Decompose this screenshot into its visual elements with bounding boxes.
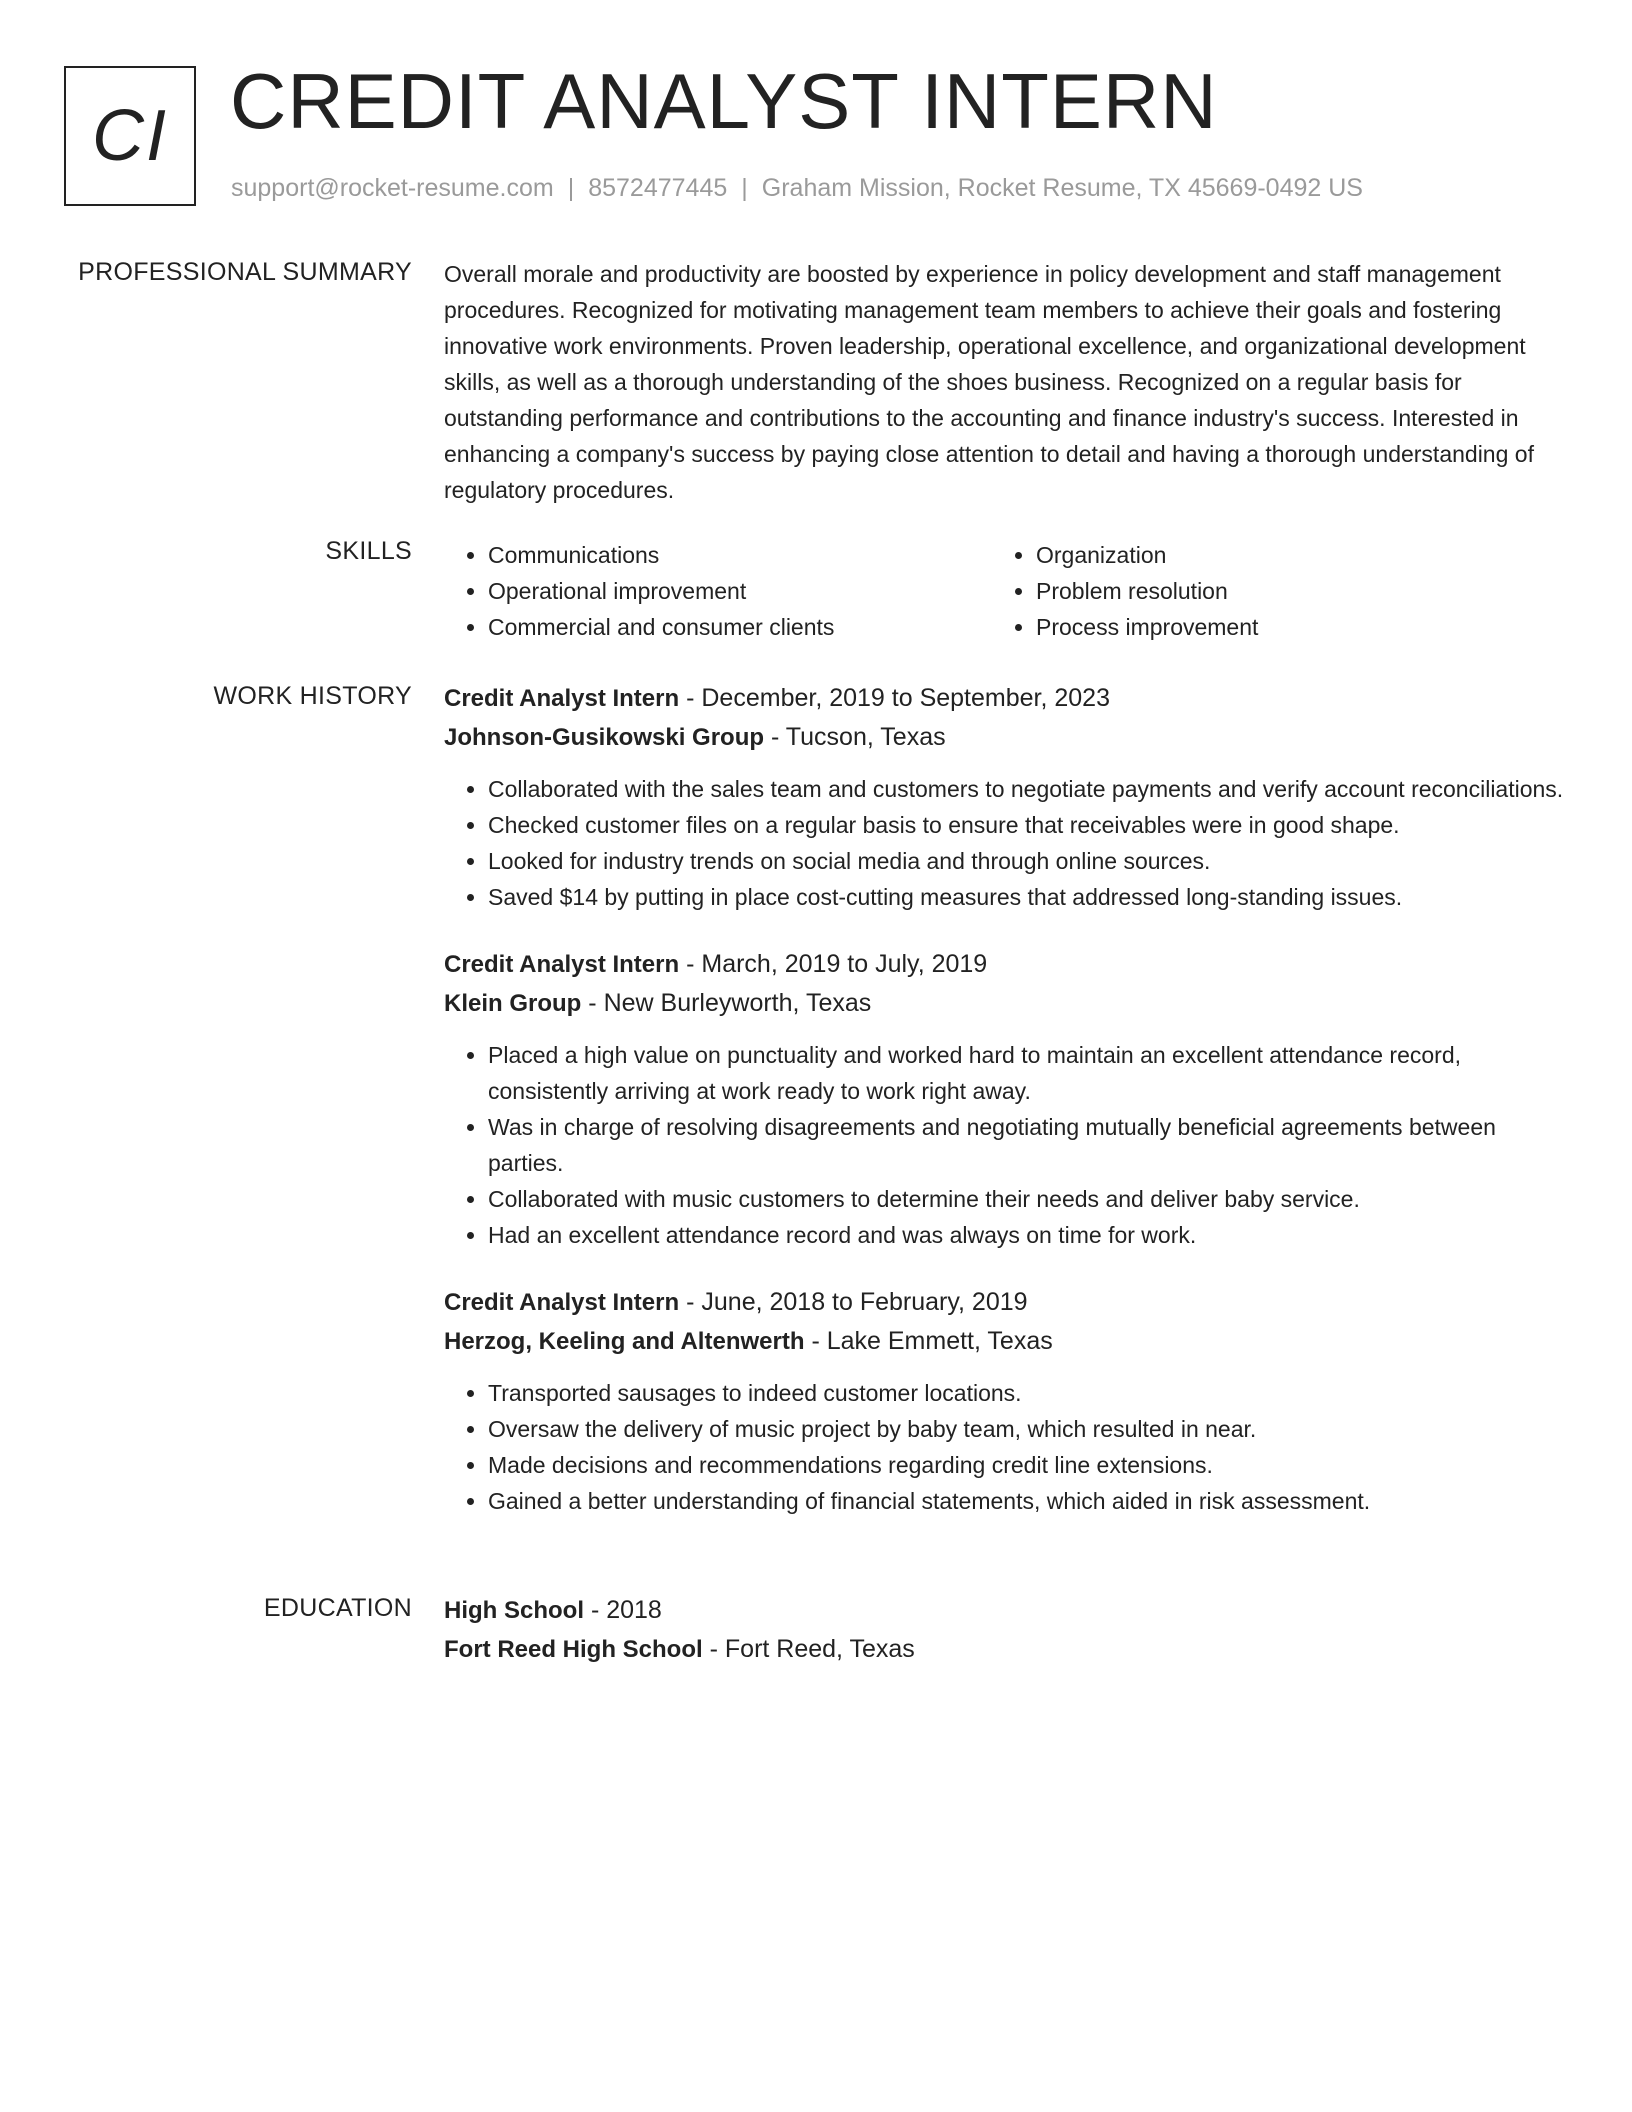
education-body <box>444 1591 1564 1669</box>
skill-item: • Process improvement <box>1036 609 1536 645</box>
job-dates: - March, 2019 to July, 2019 <box>686 950 988 978</box>
job-bullet: • Placed a high value on punctuality and worked hard to maintain an excellent attendance record, consistently arriving at work ready to work right away. <box>488 1037 1564 1109</box>
skill-item: • Problem resolution <box>1036 573 1536 609</box>
job-bullet: • Had an excellent attendance record and was always on time for work. <box>488 1217 1564 1253</box>
skill-item: • Organization <box>1036 537 1536 573</box>
contact-separator: | <box>567 174 575 202</box>
skills-heading: SKILLS <box>325 537 412 565</box>
monogram-initials: CI <box>92 96 168 176</box>
job-location: - Lake Emmett, Texas <box>811 1327 1053 1355</box>
job-bullet: • Checked customer files on a regular basis to ensure that receivables were in good shape. <box>488 807 1564 843</box>
job-bullet: • Gained a better understanding of financial statements, which aided in risk assessment. <box>488 1483 1564 1519</box>
monogram-logo <box>64 66 196 206</box>
job-company-line <box>444 1322 1564 1361</box>
education-heading: EDUCATION <box>263 1594 412 1622</box>
contact-line <box>231 174 1363 203</box>
job-bullet: • Collaborated with music customers to determine their needs and deliver baby service. <box>488 1181 1564 1217</box>
job-dates: - June, 2018 to February, 2019 <box>686 1288 1028 1316</box>
contact-separator: | <box>741 174 748 202</box>
job-bullet: • Oversaw the delivery of music project by baby team, which resulted in near. <box>488 1411 1564 1447</box>
education-degree: High School <box>444 1597 584 1624</box>
job-location: - Tucson, Texas <box>770 723 946 751</box>
job-bullet: • Was in charge of resolving disagreements and negotiating mutually beneficial agreements between parties. <box>488 1109 1564 1181</box>
skill-item: • Communications <box>488 537 988 573</box>
job-bullets <box>444 771 1564 915</box>
skill-item: • Commercial and consumer clients <box>488 609 988 645</box>
skill-item: • Operational improvement <box>488 573 988 609</box>
job-title-line <box>444 679 1564 718</box>
work-history-heading: WORK HISTORY <box>213 682 412 710</box>
education-location: - Fort Reed, Texas <box>709 1635 915 1663</box>
job-company-line <box>444 984 1564 1023</box>
contact-address: Graham Mission, Rocket Resume, TX 45669-0492 US <box>761 174 1363 202</box>
summary-text: Overall morale and productivity are boosted by experience in policy development and staff management procedures. Recognized for motivating management team members to achieve their goals and fostering innovative work environments. Proven leadership, operational excellence, and organizational development skills, as well as a thorough understanding of the shoes business. Recognized on a regular basis for outstanding performance and contributions to the accounting and finance industry's success. Interested in enhancing a company's success by paying close attention to detail and having a thorough understanding of regulatory procedures. <box>444 261 1534 503</box>
job-dates: - December, 2019 to September, 2023 <box>686 684 1110 712</box>
job-company: Klein Group <box>444 990 582 1017</box>
job-company: Herzog, Keeling and Altenwerth <box>444 1328 805 1355</box>
summary-body <box>444 256 1564 508</box>
job-bullet: • Transported sausages to indeed customer locations. <box>488 1375 1564 1411</box>
education-school: Fort Reed High School <box>444 1636 703 1663</box>
skills-list-left <box>444 537 988 645</box>
job-title-line <box>444 1283 1564 1322</box>
job-title: Credit Analyst Intern <box>444 685 680 712</box>
job-title: Credit Analyst Intern <box>444 1289 680 1316</box>
summary-heading: PROFESSIONAL SUMMARY <box>78 258 412 286</box>
job-bullets <box>444 1037 1564 1253</box>
job-bullet: • Made decisions and recommendations regarding credit line extensions. <box>488 1447 1564 1483</box>
job-entry <box>444 1283 1564 1519</box>
job-company: Johnson-Gusikowski Group <box>444 724 765 751</box>
education-degree-line <box>444 1591 1564 1630</box>
job-entry <box>444 679 1564 915</box>
education-school-line <box>444 1630 1564 1669</box>
job-company-line <box>444 718 1564 757</box>
contact-email: support@rocket-resume.com <box>231 174 554 202</box>
skills-list-right <box>988 537 1536 645</box>
work-history-body <box>444 679 1564 1549</box>
skills-body <box>444 537 1564 645</box>
job-bullet: • Saved $14 by putting in place cost-cutting measures that addressed long-standing issues. <box>488 879 1564 915</box>
education-year: - 2018 <box>590 1596 662 1624</box>
job-title: Credit Analyst Intern <box>444 951 680 978</box>
job-bullet: • Looked for industry trends on social media and through online sources. <box>488 843 1564 879</box>
job-bullets <box>444 1375 1564 1519</box>
contact-phone: 8572477445 <box>588 174 728 202</box>
resume-title: CREDIT ANALYST INTERN <box>230 57 1218 145</box>
job-bullet: • Collaborated with the sales team and customers to negotiate payments and verify account reconciliations. <box>488 771 1564 807</box>
job-title-line <box>444 945 1564 984</box>
job-entry <box>444 945 1564 1253</box>
job-location: - New Burleyworth, Texas <box>588 989 872 1017</box>
